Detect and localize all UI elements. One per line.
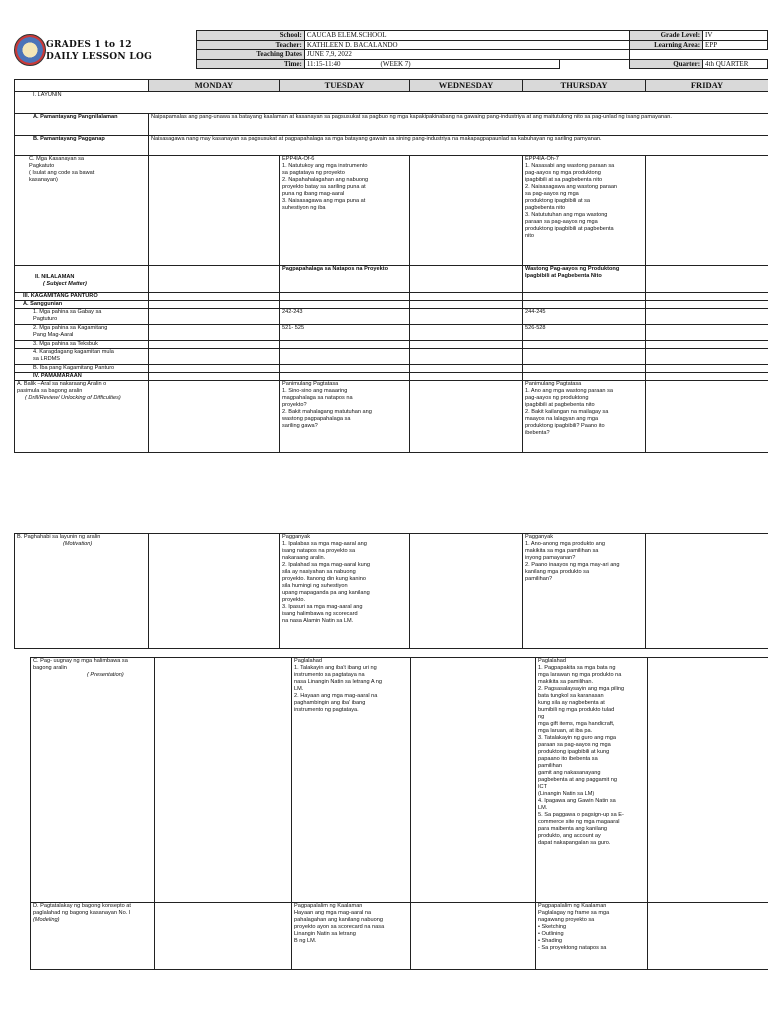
deped-seal-logo: [14, 34, 46, 66]
modeling-sub: (Modeling): [33, 917, 60, 923]
time-value: [304, 59, 560, 69]
area-label: Learning Area:: [630, 40, 703, 50]
title-line1: GRADES 1 to 12: [46, 40, 132, 50]
gabay-tuesday: 242-243: [280, 309, 410, 325]
balik-thursday: Panimulang Pagtatasa 1. Ano ang mga wastong paraan sa pag-aayos ng produktong ipagbibili at pagbebenta nito 2. Bakit kailangan na mailagay sa maayos na lalagyan ang mga produktong ipagbibili? Paano ito ibebenta?: [523, 381, 646, 453]
school-label: School:: [197, 31, 305, 41]
nilalaman-label: II. NILALAMAN: [35, 274, 75, 280]
pamantayang-pagganap-text: Naisasagawa nang may kasanayan sa pagsusukat at pagpapahalaga sa mga batayang gawain sa sining pang-industriya na makapagpapaunlad sa kabuhayan ng sariling pamyanan.: [149, 136, 768, 156]
modeling-tuesday: Pagpapalalim ng Kaalaman Hayaan ang mga mag-aaral na pahalagahan ang kanilang nabuong proyekto ayon sa scorecard na nasa Linangin Natin sa letrang B ng LM.: [292, 903, 411, 970]
presentation-label: C. Pag- uugnay ng mga halimbawa sa bagong aralin: [33, 658, 128, 671]
header-info-table: [196, 30, 768, 69]
kasanayan-label: C. Mga Kasanayan sa Pagkatuto ( Isulat ang code sa bawat kasanayan): [15, 156, 149, 266]
iba-label: B. Iba pang Kagamitang Panturo: [15, 365, 149, 373]
motivation-label-cell: [15, 534, 149, 649]
balik-label-cell: [15, 381, 149, 453]
magaaral-tuesday: 521- 525: [280, 325, 410, 341]
teksbuk-label: 3. Mga pahina sa Teksbuk: [15, 341, 149, 349]
nilalaman-sub: ( Subject Matter): [43, 281, 87, 287]
magaaral-label: 2. Mga pahina sa Kagamitang Pang Mag-Aaral: [15, 325, 149, 341]
quarter-label: Quarter:: [630, 59, 703, 69]
day-header: TUESDAY: [280, 80, 410, 92]
quarter-value: 4th QUARTER: [703, 59, 768, 69]
balik-tuesday: Panimulang Pagtatasa 1. Sino-sino ang maaaring magpahalaga sa natapos na proyekto? 2. Bakit mahalagang matutuhan ang wastong pagpapahalaga sa sariling gawa?: [280, 381, 410, 453]
gabay-thursday: 244-245: [523, 309, 646, 325]
kasanayan-thursday: EPP4IA-Oh-7 1. Nasasabi ang wastong paraan sa pag-aayos ng mga produktong ipagbibili at sa pagbebenta nito 2. Naisasagawa ang wastong paraan sa pag-aayos ng mga produktong ipagbibili at sa pagbebenta nito 3. Natututuhan ang mga wastong paraan sa pag-aayos ng mga produktong ipagbibili at pagbebenta nito: [523, 156, 646, 266]
presentation-tuesday: Paglalahad 1. Talakayin ang iba't ibang uri ng instrumento sa pagtataya na nasa Linangin Natin sa letrang A ng LM. 2. Hayaan ang mga mag-aaral na paghambingin ang iba' ibang instrumento ng pagtataya.: [292, 658, 411, 903]
section-cd-table: [30, 657, 768, 970]
pamantayang-pagganap-label: B. Pamantayang Pagganap: [15, 136, 149, 156]
nilalaman-thursday: Wastong Pag-aayos ng Produktong Ipagbibili at Pagbebenta Nito: [523, 266, 646, 293]
presentation-label-cell: [31, 658, 155, 903]
day-header: FRIDAY: [646, 80, 768, 92]
grade-label: Grade Level:: [630, 31, 703, 41]
sanggunian-heading: A. Sanggunian: [15, 301, 149, 309]
motivation-thursday: Pagganyak 1. Ano-anong mga produkto ang makikita sa mga pamilihan sa inyong pamayanan? 2. Paano inaayos ng mga may-ari ang kanilang mga produkto sa pamilihan?: [523, 534, 646, 649]
lesson-log-table: [14, 79, 768, 453]
gabay-label: 1. Mga pahina sa Gabay sa Pagtuturo: [15, 309, 149, 325]
area-value: EPP: [703, 40, 768, 50]
pamantayang-pangnilalaman-text: Naipapamalas ang pang-unawa sa batayang kaalaman at kasanayan sa pagsusukat sa pagbuo ng mga kapakipakinabang na gawaing pang-industriya at ang maitutulong nito sa pag-unlad ng isang pamayanan.: [149, 114, 768, 136]
modeling-label: D. Pagtatalakay ng bagong konsepto at paglalahad ng bagong kasanayan No. I: [33, 903, 131, 916]
section-b-table: [14, 533, 768, 649]
title-line2: DAILY LESSON LOG: [46, 52, 153, 62]
week-text: (WEEK 7): [380, 59, 411, 68]
modeling-label-cell: [31, 903, 155, 970]
day-header: MONDAY: [149, 80, 280, 92]
modeling-thursday: Pagpapalalim ng Kaalaman Paglalagay ng frame sa mga nagawang proyekto sa • Sketching • Outlining • Shading - Sa proyektong natapos sa: [536, 903, 648, 970]
teacher-value: KATHLEEN D. BACALANDO: [304, 40, 629, 50]
day-header: WEDNESDAY: [410, 80, 523, 92]
kagamitan-heading: III. KAGAMITANG PANTURO: [15, 293, 149, 301]
motivation-sub: (Motivation): [63, 541, 93, 547]
time-label: Time:: [197, 59, 305, 69]
presentation-sub: ( Presentation): [87, 672, 124, 678]
dates-label: Teaching Dates: [197, 50, 305, 60]
day-header: THURSDAY: [523, 80, 646, 92]
school-value: CAUCAB ELEM.SCHOOL: [304, 31, 629, 41]
layunin-heading: I. LAYUNIN: [15, 92, 768, 114]
teacher-label: Teacher:: [197, 40, 305, 50]
pamamaraan-heading: IV. PAMAMARAAN: [15, 373, 149, 381]
dates-value: JUNE 7,9, 2022: [304, 50, 629, 60]
karagdagang-label: 4. Karagdagang kagamitan mula sa LRDMS: [15, 349, 149, 365]
nilalaman-tuesday: Pagpapahalaga sa Natapos na Proyekto: [280, 266, 410, 293]
motivation-tuesday: Pagganyak 1. Ipalabas sa mga mag-aaral ang isang natapos na proyekto sa nakaraang aralin. 2. Ipalahad sa mga mag-aaral kung sila ay nasiyahan sa nabuong proyekto. Itanong din kung kanino sila humingi ng suhestiyon upang mapaganda pa ang kanilang proyekto. 3. Ipasuri sa mga mag-aaral ang isang halimbawa ng scorecard na nasa Alamin Natin sa LM.: [280, 534, 410, 649]
motivation-label: B. Paghahabi sa layunin ng aralin: [17, 534, 101, 540]
kasanayan-tuesday: EPP4IA-Of-6 1. Natutukoy ang mga instrumento sa pagtataya ng proyekto 2. Napahahalagahan ang nabuong proyekto batay sa sariling puna at puna ng ibang mag-aaral 3. Naisasagawa ang mga puna at suhestiyon ng iba: [280, 156, 410, 266]
pamantayang-pangnilalaman-label: A. Pamantayang Pangnilalaman: [15, 114, 149, 136]
days-header-row: [15, 80, 768, 92]
magaaral-thursday: 526-528: [523, 325, 646, 341]
presentation-thursday: Paglalahad 1. Pagpapakita sa mga bata ng mga larawan ng mga produkto na makikita sa pamilihan. 2. Pagsasalaysayin ang mga piling bata tungkol sa karanasan kung sila ay nagbebenta at bumibili ng mga produkto tulad ng mga gift items, mga handicraft, mga laruan, at iba pa. 3. Tatalakayin ng guro ang mga paraan sa pag-aayos ng mga produktong ipagbibili at kung papaano ito ibebenta sa pamilihan gamit ang nakasanayang pagbebenta at ang paggamit ng ICT (Linangin Natin sa LM) 4. Ipagawa ang Gawin Natin sa LM. 5. Sa paggawa o pagsign-up sa E- commerce site ng mga magaaral para maibenta ang kanilang produkto, ang account ay dapat nakapangalan sa guro.: [536, 658, 648, 903]
balik-sub: ( Drill/Review/ Unlocking of Difficulties): [25, 395, 121, 401]
time-text: 11:15-11:40: [306, 59, 341, 68]
grade-value: IV: [703, 31, 768, 41]
nilalaman-label-cell: [15, 266, 149, 293]
balik-label: A. Balik –Aral sa nakaraang Aralin o pasimula sa bagong aralin: [17, 381, 107, 394]
